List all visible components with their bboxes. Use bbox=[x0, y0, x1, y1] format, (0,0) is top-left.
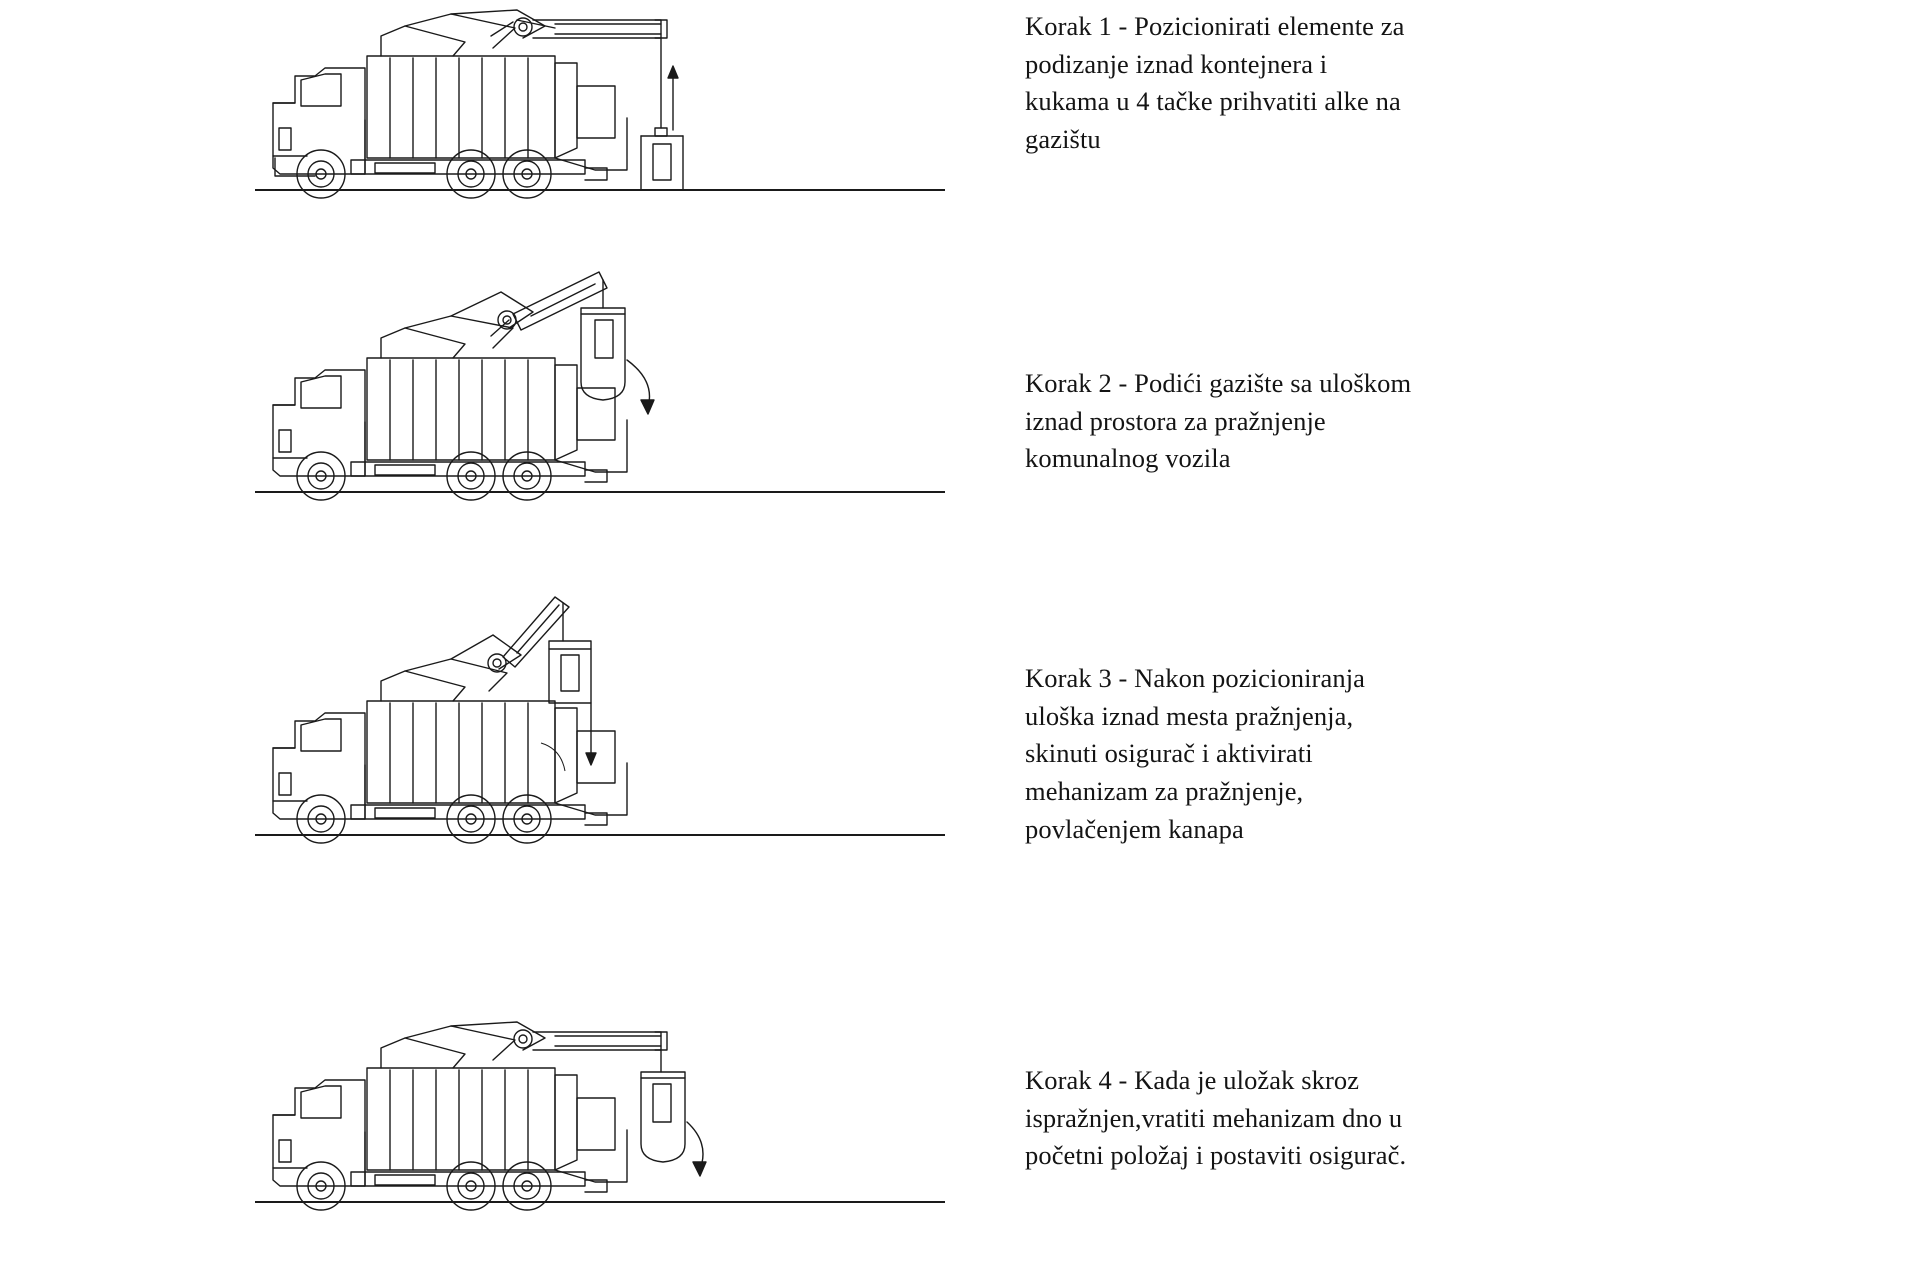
caption-line: Korak 1 - Pozicionirati elemente za bbox=[1025, 11, 1405, 41]
step-row-3 bbox=[0, 595, 1920, 855]
truck-crane-hook-above-container-drawing bbox=[255, 8, 955, 208]
caption-line: povlačenjem kanapa bbox=[1025, 813, 1244, 844]
illustration-step-2 bbox=[255, 270, 955, 520]
caption-line: podizanje iznad kontejnera i bbox=[1025, 48, 1328, 79]
step-row-2 bbox=[0, 270, 1920, 520]
caption-line: komunalnog vozila bbox=[1025, 443, 1231, 474]
caption-step-3 bbox=[1025, 660, 1495, 848]
caption-step-2 bbox=[1025, 365, 1495, 478]
caption-line: mehanizam za pražnjenje, bbox=[1025, 775, 1304, 806]
truck-crane-lifting-insert-high-drawing bbox=[255, 270, 955, 520]
caption-line: kukama u 4 tačke prihvatiti alke na bbox=[1025, 86, 1401, 117]
caption-line: iznad prostora za pražnjenje bbox=[1025, 405, 1326, 436]
truck-crane-insert-emptying-drawing bbox=[255, 595, 955, 855]
illustration-step-1 bbox=[255, 8, 955, 208]
step-row-1 bbox=[0, 8, 1920, 208]
illustration-step-4 bbox=[255, 1010, 955, 1220]
caption-step-4 bbox=[1025, 1062, 1495, 1175]
truck-crane-insert-returned-drawing bbox=[255, 1010, 955, 1220]
caption-line: početni položaj i postaviti osigurač. bbox=[1025, 1140, 1407, 1171]
caption-line: Korak 2 - Podići gazište sa uloškom bbox=[1025, 368, 1412, 398]
caption-line: gazištu bbox=[1025, 123, 1101, 154]
caption-step-1 bbox=[1025, 8, 1495, 159]
caption-line: Korak 4 - Kada je uložak skroz bbox=[1025, 1065, 1360, 1095]
step-row-4 bbox=[0, 1010, 1920, 1220]
caption-line: Korak 3 - Nakon pozicioniranja bbox=[1025, 663, 1366, 693]
caption-line: skinuti osigurač i aktivirati bbox=[1025, 738, 1313, 769]
caption-line: uloška iznad mesta pražnjenja, bbox=[1025, 700, 1354, 731]
illustration-step-3 bbox=[255, 595, 955, 855]
caption-line: ispražnjen,vratiti mehanizam dno u bbox=[1025, 1102, 1403, 1133]
